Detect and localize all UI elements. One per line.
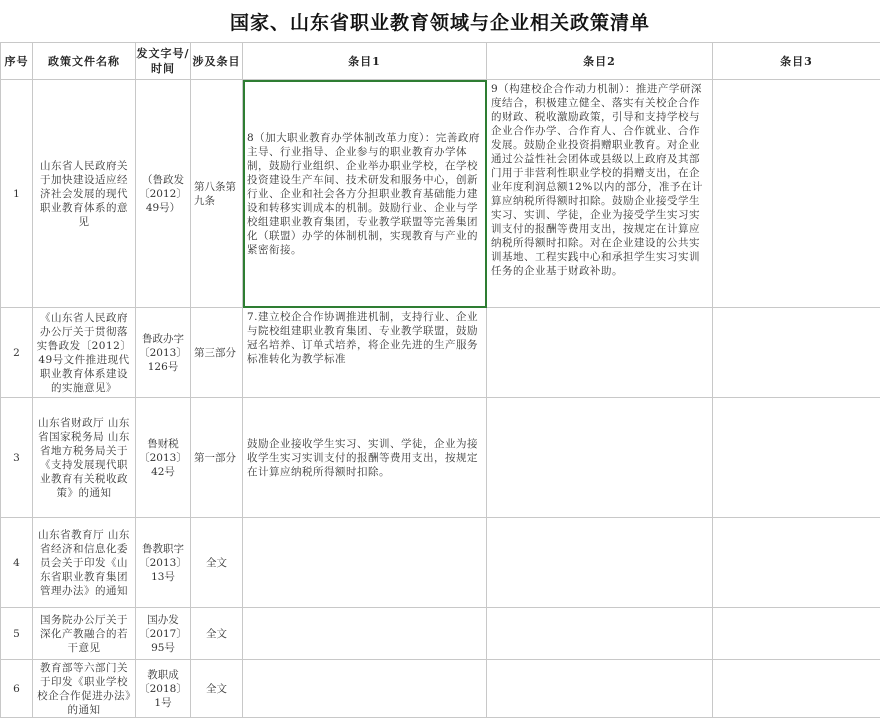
table-row [1,308,880,398]
cell-no[interactable]: 1 [1,80,33,308]
cell-no[interactable]: 2 [1,308,33,398]
cell-doc[interactable]: 教职成〔2018〕1号 [136,660,191,718]
cell-name[interactable]: 山东省财政厅 山东省国家税务局 山东省地方税务局关于《支持发展现代职业教育有关税收政策》的通知 [33,398,136,518]
cell-item3[interactable] [713,608,880,660]
cell-item1[interactable] [243,660,487,718]
cell-item1[interactable]: 7.建立校企合作协调推进机制，支持行业、企业与院校组建职业教育集团、专业教学联盟，鼓励冠名培养、订单式培养，将企业先进的生产服务标准转化为教学标准 [243,308,487,398]
cell-item3[interactable] [713,518,880,608]
cell-articles[interactable]: 第八条第九条 [191,80,243,308]
cell-item1[interactable]: 鼓励企业接收学生实习、实训、学徒，企业为接收学生实习实训支付的报酬等费用支出，按规定在计算应纳税所得额时扣除。 [243,398,487,518]
cell-name[interactable]: 山东省人民政府关于加快建设适应经济社会发展的现代职业教育体系的意见 [33,80,136,308]
table-row [1,80,880,308]
cell-item2[interactable]: 9（构建校企合作动力机制）：推进产学研深度结合，积极建立健全、落实有关校企合作的财政、税收激励政策，引导和支持学校与企业合作办学、合作育人、合作就业、合作发展。鼓励企业投资捐赠职业教育。对企业通过公益性社会团体或县级以上政府及其部门用于非营利性职业学校的捐赠支出，在企业年度利润总额12%以内的部分，准予在计算应纳税所得额时扣除。鼓励企业接受学生实习、实训、学徒，企业为接受学生实习实训支付的报酬等费用支出，按规定在计算应纳税所得额时扣除。对在企业建设的公共实训基地、工程实践中心和承担学生实习实训任务的企业基于财政补助。 [487,80,713,308]
header-doc[interactable]: 发文字号/时间 [136,43,191,80]
table-row [1,518,880,608]
cell-item2[interactable] [487,518,713,608]
policy-table [0,42,880,718]
header-no[interactable]: 序号 [1,43,33,80]
cell-articles[interactable]: 全文 [191,608,243,660]
cell-articles[interactable]: 第一部分 [191,398,243,518]
cell-no[interactable]: 3 [1,398,33,518]
header-item1[interactable]: 条目1 [243,43,487,80]
cell-articles[interactable]: 全文 [191,660,243,718]
cell-doc[interactable]: 鲁财税〔2013〕42号 [136,398,191,518]
cell-doc[interactable]: （鲁政发〔2012〕49号） [136,80,191,308]
table-row [1,398,880,518]
cell-item1[interactable] [243,608,487,660]
cell-name[interactable]: 《山东省人民政府办公厅关于贯彻落实鲁政发〔2012〕49号文件推进现代职业教育体系建设的实施意见》 [33,308,136,398]
cell-no[interactable]: 6 [1,660,33,718]
sheet-title: 国家、山东省职业教育领域与企业相关政策清单 [229,11,650,34]
header-articles[interactable]: 涉及条目 [191,43,243,80]
cell-doc[interactable]: 国办发〔2017〕95号 [136,608,191,660]
cell-name[interactable]: 山东省教育厅 山东省经济和信息化委员会关于印发《山东省职业教育集团管理办法》的通知 [33,518,136,608]
cell-doc[interactable]: 鲁教职字〔2013〕13号 [136,518,191,608]
header-name[interactable]: 政策文件名称 [33,43,136,80]
cell-no[interactable]: 5 [1,608,33,660]
table-row [1,660,880,718]
cell-item3[interactable] [713,80,880,308]
header-item3[interactable]: 条目3 [713,43,880,80]
cell-item1[interactable] [243,518,487,608]
header-row [1,43,880,80]
cell-item2[interactable] [487,398,713,518]
cell-item2[interactable] [487,608,713,660]
cell-articles[interactable]: 第三部分 [191,308,243,398]
cell-doc[interactable]: 鲁政办字〔2013〕126号 [136,308,191,398]
cell-item3[interactable] [713,308,880,398]
cell-item2[interactable] [487,308,713,398]
cell-item3[interactable] [713,398,880,518]
table-row [1,608,880,660]
cell-item3[interactable] [713,660,880,718]
cell-item1-selected[interactable]: 8（加大职业教育办学体制改革力度）：完善政府主导、行业指导、企业参与的职业教育办学体制，鼓励行业组织、企业举办职业学校，在学校投资建设生产车间、技术研发和服务中心，创新行业、企业和社会各方分担职业教育基础能力建设和转移实训成本的机制。鼓励行业、企业与学校组建职业教育集团，专业教学联盟等完善集团化（联盟）办学的体制机制，实现教育与产业的紧密衔接。 [243,80,487,308]
cell-item2[interactable] [487,660,713,718]
cell-articles[interactable]: 全文 [191,518,243,608]
cell-name[interactable]: 国务院办公厅关于深化产教融合的若干意见 [33,608,136,660]
cell-no[interactable]: 4 [1,518,33,608]
cell-name[interactable]: 教育部等六部门关于印发《职业学校校企合作促进办法》的通知 [33,660,136,718]
header-item2[interactable]: 条目2 [487,43,713,80]
